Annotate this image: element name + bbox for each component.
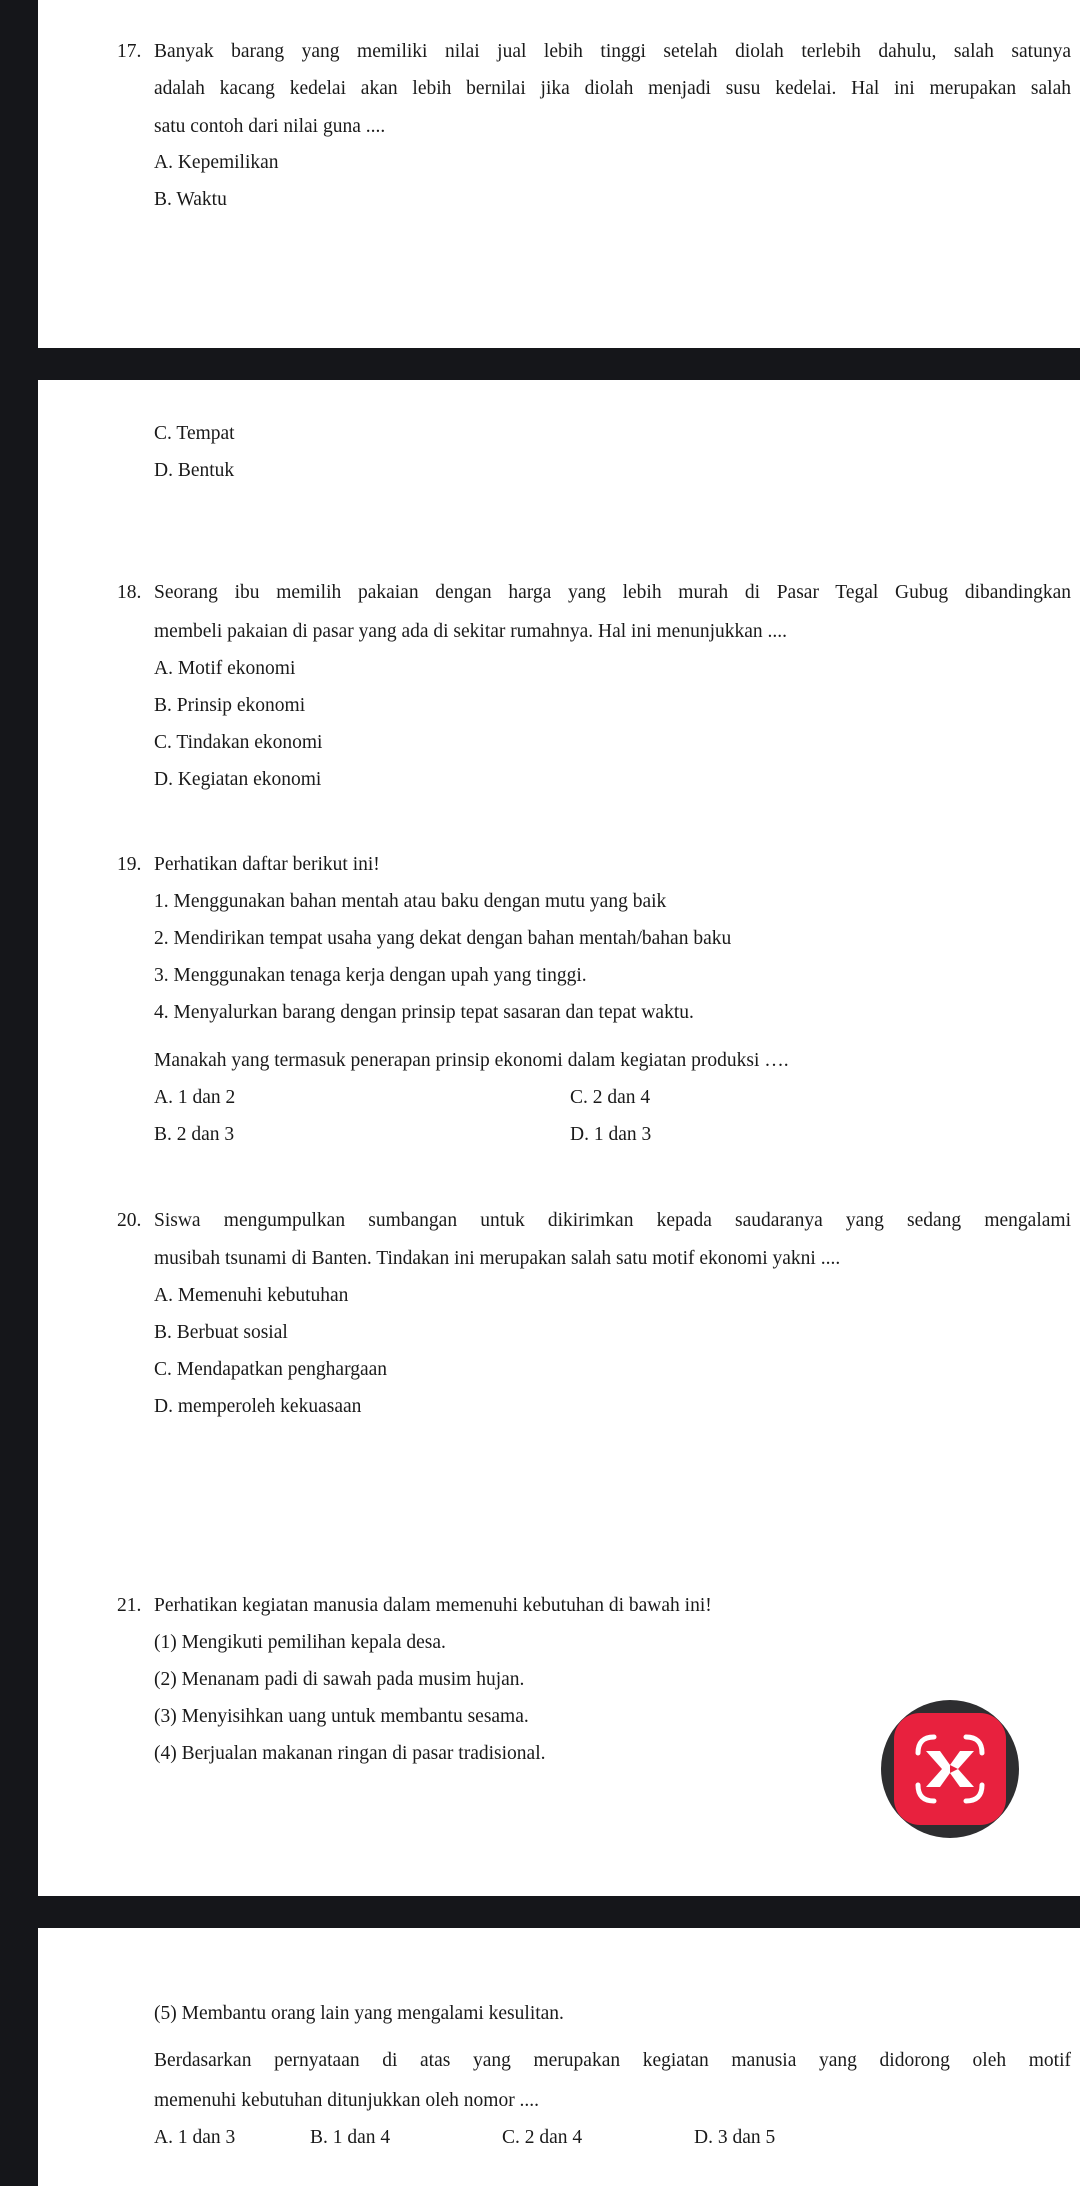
question-19-item-1: 1. Menggunakan bahan mentah atau baku dengan mutu yang baik xyxy=(154,891,667,912)
question-18-number: 18. xyxy=(117,582,142,603)
question-20-line-1: Siswa mengumpulkan sumbangan untuk dikirimkan kepada saudaranya yang sedang mengalami xyxy=(154,1210,1071,1231)
question-18-option-d: D. Kegiatan ekonomi xyxy=(154,769,322,790)
question-19-option-b: B. 2 dan 3 xyxy=(154,1124,235,1145)
question-17-option-d: D. Bentuk xyxy=(154,460,235,481)
question-21-item-5: (5) Membantu orang lain yang mengalami kesulitan. xyxy=(154,2003,564,2024)
question-17-option-a: A. Kepemilikan xyxy=(154,152,279,173)
question-20-line-2: musibah tsunami di Banten. Tindakan ini merupakan salah satu motif ekonomi yakni .... xyxy=(154,1248,841,1269)
question-21-item-2: (2) Menanam padi di sawah pada musim hujan. xyxy=(154,1669,525,1690)
question-21-number: 21. xyxy=(117,1595,142,1616)
question-21-item-1: (1) Mengikuti pemilihan kepala desa. xyxy=(154,1632,446,1653)
question-17-line-3: satu contoh dari nilai guna .... xyxy=(154,116,386,137)
question-19-option-a: A. 1 dan 2 xyxy=(154,1087,236,1108)
question-17-line-2: adalah kacang kedelai akan lebih bernilai jika diolah menjadi susu kedelai. Hal ini merupakan salah xyxy=(154,78,1071,99)
question-21-intro: Perhatikan kegiatan manusia dalam memenuhi kebutuhan di bawah ini! xyxy=(154,1595,712,1616)
app-launcher-icon xyxy=(894,1713,1006,1825)
question-21-item-3: (3) Menyisihkan uang untuk membantu sesama. xyxy=(154,1706,529,1727)
question-21-line-1: Berdasarkan pernyataan di atas yang merupakan kegiatan manusia yang didorong oleh motif xyxy=(154,2050,1071,2071)
question-19-number: 19. xyxy=(117,854,142,875)
question-19-option-d: D. 1 dan 3 xyxy=(570,1124,652,1145)
question-19-item-2: 2. Mendirikan tempat usaha yang dekat dengan bahan mentah/bahan baku xyxy=(154,928,732,949)
question-21-item-4: (4) Berjualan makanan ringan di pasar tradisional. xyxy=(154,1743,546,1764)
question-21-line-2: memenuhi kebutuhan ditunjukkan oleh nomor .... xyxy=(154,2090,540,2111)
document-page-2 xyxy=(38,380,1080,1896)
question-21-option-d: D. 3 dan 5 xyxy=(694,2127,776,2148)
question-20-number: 20. xyxy=(117,1210,142,1231)
question-20-option-b: B. Berbuat sosial xyxy=(154,1322,288,1343)
question-18-option-a: A. Motif ekonomi xyxy=(154,658,296,679)
question-17-option-c: C. Tempat xyxy=(154,423,235,444)
question-21-option-b: B. 1 dan 4 xyxy=(310,2127,391,2148)
question-19-question: Manakah yang termasuk penerapan prinsip ekonomi dalam kegiatan produksi …. xyxy=(154,1050,789,1071)
document-page-3 xyxy=(38,1928,1080,2186)
app-launcher-button[interactable] xyxy=(881,1700,1019,1838)
question-20-option-d: D. memperoleh kekuasaan xyxy=(154,1396,362,1417)
question-18-option-c: C. Tindakan ekonomi xyxy=(154,732,323,753)
question-19-item-3: 3. Menggunakan tenaga kerja dengan upah yang tinggi. xyxy=(154,965,587,986)
document-page-1 xyxy=(38,0,1080,348)
question-17-line-1: Banyak barang yang memiliki nilai jual lebih tinggi setelah diolah terlebih dahulu, salah satunya xyxy=(154,41,1071,62)
question-18-line-1: Seorang ibu memilih pakaian dengan harga yang lebih murah di Pasar Tegal Gubug dibandingkan xyxy=(154,582,1071,603)
question-19-item-4: 4. Menyalurkan barang dengan prinsip tepat sasaran dan tepat waktu. xyxy=(154,1002,694,1023)
question-18-option-b: B. Prinsip ekonomi xyxy=(154,695,306,716)
question-17-number: 17. xyxy=(117,41,142,62)
question-19-intro: Perhatikan daftar berikut ini! xyxy=(154,854,380,875)
question-21-option-c: C. 2 dan 4 xyxy=(502,2127,583,2148)
question-18-line-2: membeli pakaian di pasar yang ada di sekitar rumahnya. Hal ini menunjukkan .... xyxy=(154,621,788,642)
question-20-option-c: C. Mendapatkan penghargaan xyxy=(154,1359,388,1380)
question-17-option-b: B. Waktu xyxy=(154,189,227,210)
question-20-option-a: A. Memenuhi kebutuhan xyxy=(154,1285,349,1306)
question-19-option-c: C. 2 dan 4 xyxy=(570,1087,651,1108)
question-21-option-a: A. 1 dan 3 xyxy=(154,2127,236,2148)
